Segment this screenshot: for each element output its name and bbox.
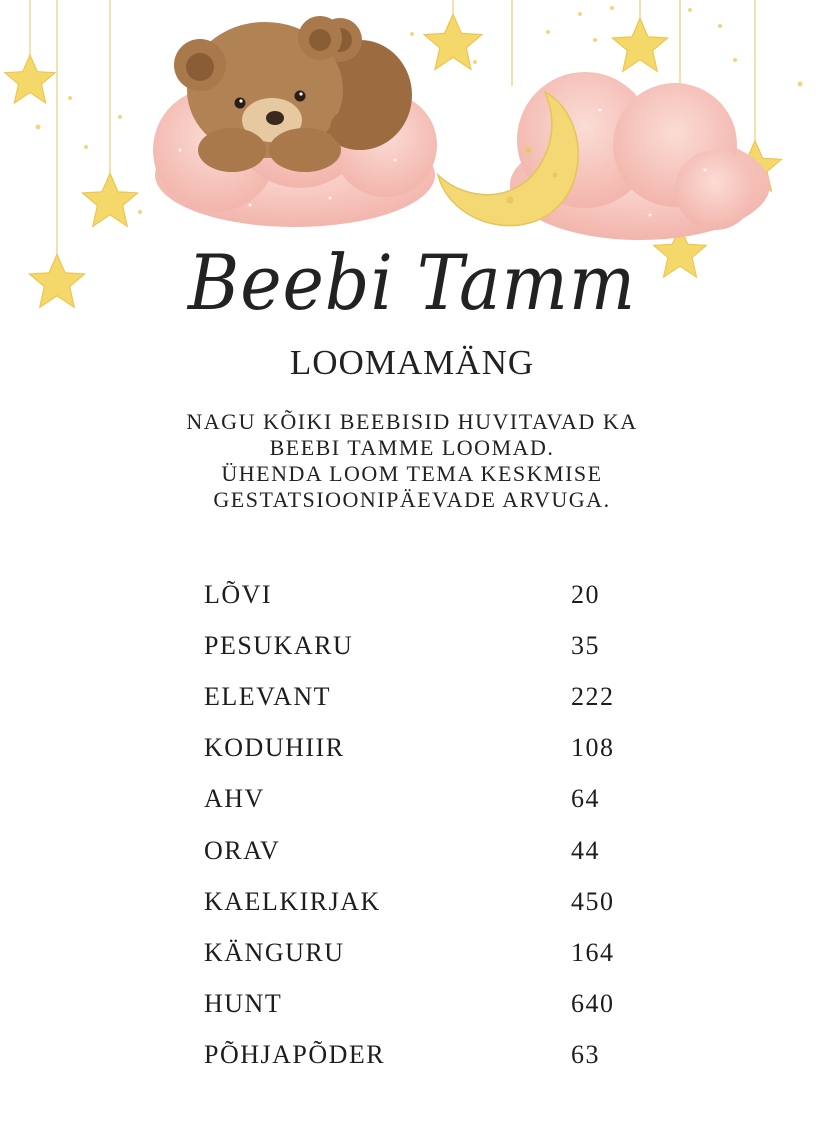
star-icon (424, 14, 482, 69)
animal-name: PESUKARU (204, 631, 354, 660)
list-item (0, 733, 824, 784)
page-title: Beebi Tamm (187, 238, 637, 327)
list-item (0, 682, 824, 733)
list-item (0, 836, 824, 887)
animal-name: ORAV (204, 836, 281, 865)
star-icon (5, 55, 55, 103)
list-item (0, 580, 824, 631)
instruction-line: NAGU KÕIKI BEEBISID HUVITAVAD KA (186, 409, 638, 434)
gestation-days: 640 (571, 989, 615, 1018)
animal-name: ELEVANT (204, 682, 332, 711)
animal-name: KAELKIRJAK (204, 887, 381, 916)
gestation-days: 222 (571, 682, 615, 711)
gestation-days: 63 (571, 1040, 600, 1069)
list-item (0, 631, 824, 682)
gestation-days: 20 (571, 580, 600, 609)
instruction-line: GESTATSIOONIPÄEVADE ARVUGA. (213, 487, 611, 512)
animal-name: HUNT (204, 989, 283, 1018)
gestation-days: 450 (571, 887, 615, 916)
list-item (0, 887, 824, 938)
list-item (0, 1040, 824, 1091)
gestation-days: 44 (571, 836, 600, 865)
gestation-days: 108 (571, 733, 615, 762)
star-icon (82, 173, 137, 226)
crescent-moon-icon (438, 92, 578, 226)
page-subtitle: LOOMAMÄNG (289, 343, 535, 382)
list-item (0, 784, 824, 835)
animal-name: PÕHJAPÕDER (204, 1040, 386, 1069)
gestation-days: 64 (571, 784, 600, 813)
animal-name: LÕVI (204, 580, 273, 609)
animal-name: KÄNGURU (204, 938, 345, 967)
list-item (0, 938, 824, 989)
instruction-line: BEEBI TAMME LOOMAD. (269, 435, 555, 460)
instructions (112, 409, 712, 513)
list-item (0, 989, 824, 1040)
star-icon (612, 18, 667, 71)
instruction-line: ÜHENDA LOOM TEMA KESKMISE (221, 461, 603, 486)
gestation-days: 164 (571, 938, 615, 967)
gestation-days: 35 (571, 631, 600, 660)
animal-name: KODUHIIR (204, 733, 345, 762)
animal-name: AHV (204, 784, 265, 813)
